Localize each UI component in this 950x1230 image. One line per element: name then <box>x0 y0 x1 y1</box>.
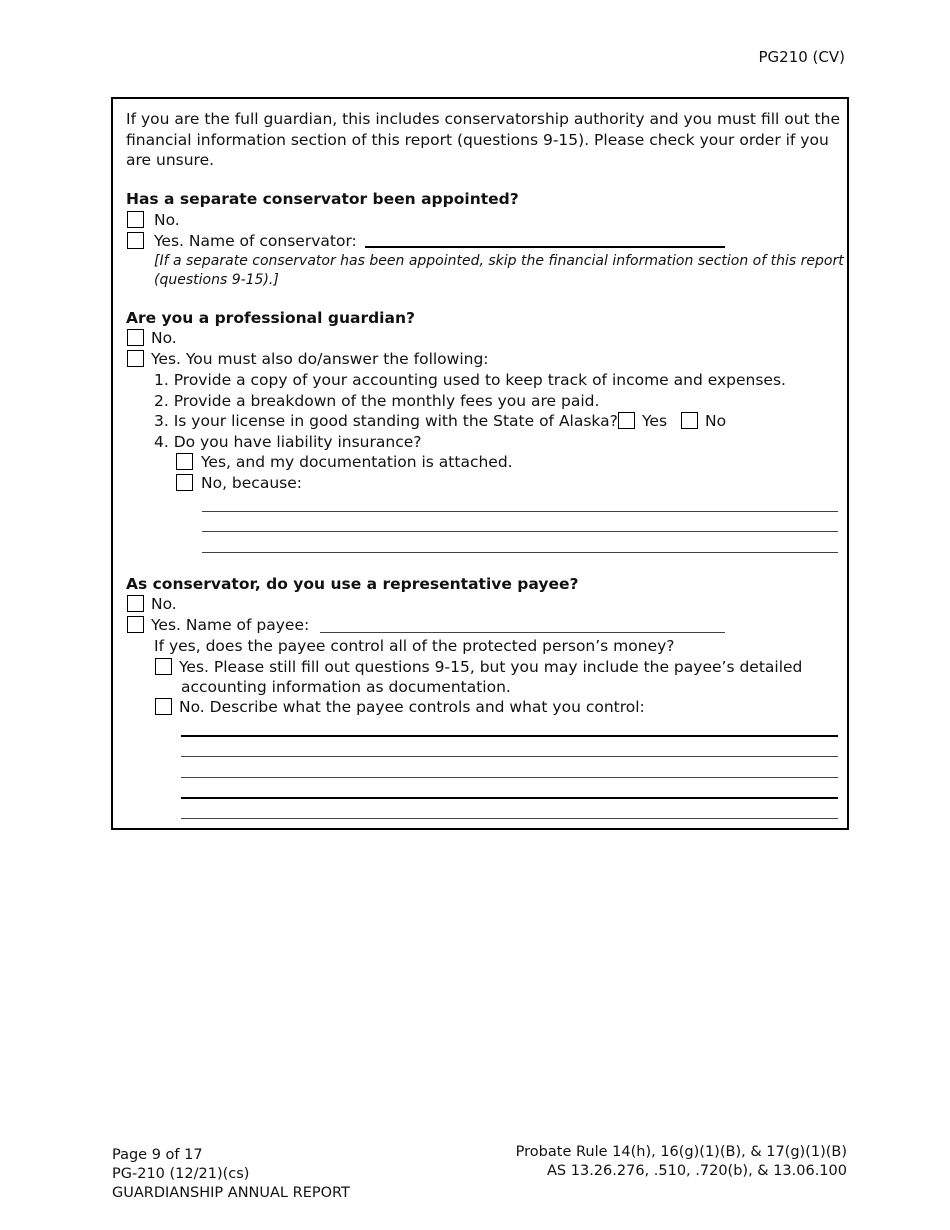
payee-yes-checkbox[interactable] <box>127 616 144 633</box>
insurance-reason-line-1[interactable] <box>202 511 838 512</box>
form-title: GUARDIANSHIP ANNUAL REPORT <box>112 1185 350 1201</box>
payee-controls-all-yes-line-1: Yes. Please still fill out questions 9-15, but you may include the payee’s detailed <box>179 658 803 676</box>
professional-item-4: 4. Do you have liability insurance? <box>154 433 422 451</box>
page-number: Page 9 of 17 <box>112 1147 203 1163</box>
payee-heading: As conservator, do you use a representative payee? <box>126 575 579 593</box>
payee-describe-line-1[interactable] <box>181 735 838 737</box>
insurance-reason-line-2[interactable] <box>202 531 838 532</box>
professional-item-3: 3. Is your license in good standing with the State of Alaska? <box>154 412 618 430</box>
payee-controls-all-yes-checkbox[interactable] <box>155 658 172 675</box>
conservator-yes-checkbox[interactable] <box>127 232 144 249</box>
conservator-no-label: No. <box>154 211 180 229</box>
payee-controls-all-yes-line-2: accounting information as documentation. <box>181 678 511 696</box>
insurance-reason-line-3[interactable] <box>202 552 838 553</box>
intro-line-1: If you are the full guardian, this includes conservatorship authority and you must fill out the <box>126 110 840 128</box>
payee-no-checkbox[interactable] <box>127 595 144 612</box>
payee-describe-line-2[interactable] <box>181 756 838 757</box>
payee-no-label: No. <box>151 595 177 613</box>
payee-describe-line-4[interactable] <box>181 797 838 799</box>
payee-describe-line-3[interactable] <box>181 777 838 778</box>
insurance-no-checkbox[interactable] <box>176 474 193 491</box>
conservator-note-line-1: [If a separate conservator has been appointed, skip the financial information section of this report <box>154 253 844 269</box>
rule-reference-2: AS 13.26.276, .510, .720(b), & 13.06.100 <box>547 1163 847 1179</box>
professional-no-label: No. <box>151 329 177 347</box>
form-revision: PG-210 (12/21)(cs) <box>112 1166 250 1182</box>
conservator-heading: Has a separate conservator been appointed? <box>126 190 519 208</box>
conservator-note-line-2: (questions 9-15).] <box>154 272 279 288</box>
license-no-label: No <box>705 412 727 430</box>
payee-followup: If yes, does the payee control all of the protected person’s money? <box>154 637 675 655</box>
professional-heading: Are you a professional guardian? <box>126 309 415 327</box>
form-code: PG210 (CV) <box>758 48 845 66</box>
professional-no-checkbox[interactable] <box>127 329 144 346</box>
intro-line-3: are unsure. <box>126 151 215 169</box>
footer-right <box>516 1143 847 1181</box>
insurance-yes-label: Yes, and my documentation is attached. <box>201 453 513 471</box>
professional-item-1: 1. Provide a copy of your accounting used to keep track of income and expenses. <box>154 371 786 389</box>
conservator-yes-label: Yes. Name of conservator: <box>154 232 357 250</box>
payee-yes-label: Yes. Name of payee: <box>151 616 310 634</box>
conservator-name-field[interactable] <box>365 246 725 248</box>
professional-yes-label: Yes. You must also do/answer the following: <box>151 350 489 368</box>
conservator-no-checkbox[interactable] <box>127 211 144 228</box>
professional-item-2: 2. Provide a breakdown of the monthly fees you are paid. <box>154 392 600 410</box>
payee-controls-all-no-label: No. Describe what the payee controls and what you control: <box>179 698 645 716</box>
payee-describe-line-5[interactable] <box>181 818 838 819</box>
license-yes-checkbox[interactable] <box>618 412 635 429</box>
license-no-checkbox[interactable] <box>681 412 698 429</box>
professional-yes-checkbox[interactable] <box>127 350 144 367</box>
payee-name-field[interactable] <box>320 632 725 633</box>
payee-controls-all-no-checkbox[interactable] <box>155 698 172 715</box>
rule-reference-1: Probate Rule 14(h), 16(g)(1)(B), & 17(g)(1)(B) <box>515 1144 847 1160</box>
intro-line-2: financial information section of this report (questions 9-15). Please check your order if you <box>126 131 829 149</box>
license-yes-label: Yes <box>642 412 668 430</box>
footer-left <box>112 1146 350 1203</box>
insurance-no-label: No, because: <box>201 474 302 492</box>
insurance-yes-checkbox[interactable] <box>176 453 193 470</box>
